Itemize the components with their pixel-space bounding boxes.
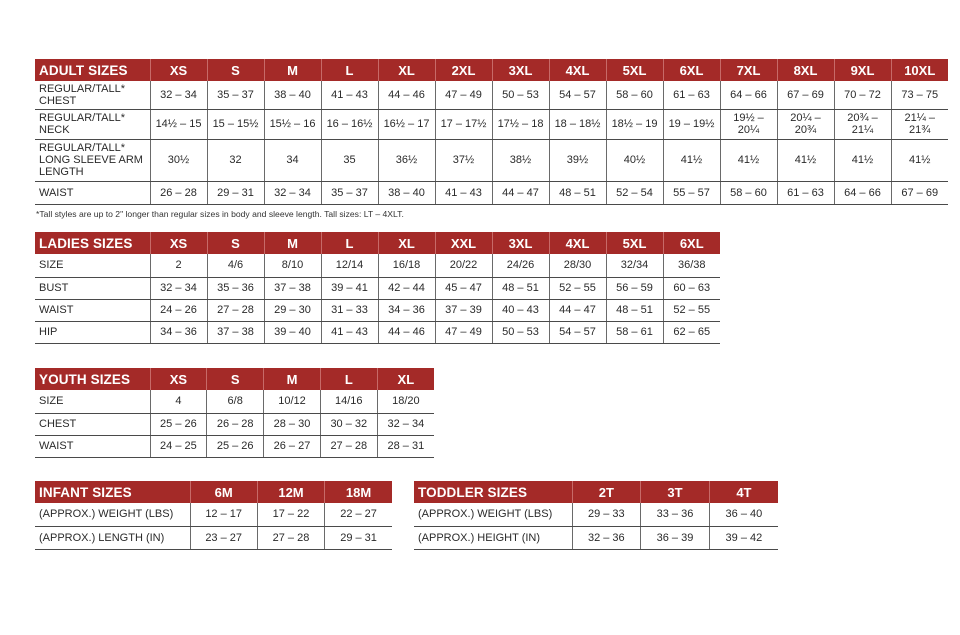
table-header-row [414,481,778,503]
table-header-row [35,481,392,503]
measurement-cell: 67 – 69 [891,181,948,204]
measurement-cell: 20¼ – 20¾ [777,109,834,139]
measurement-cell: 32 – 34 [377,413,434,435]
table-row [35,413,434,435]
measurement-cell: 58 – 61 [606,321,663,343]
measurement-cell: 16/18 [378,254,435,277]
row-label: WAIST [35,435,150,457]
measurement-cell: 62 – 65 [663,321,720,343]
size-header-9xl: 9XL [834,59,891,81]
row-label: HIP [35,321,150,343]
row-label: BUST [35,277,150,299]
measurement-cell: 15 – 15½ [207,109,264,139]
measurement-cell: 27 – 28 [257,526,324,549]
measurement-cell: 52 – 54 [606,181,663,204]
size-header-2xl: 2XL [435,59,492,81]
table-row [35,321,720,343]
table-row [35,277,720,299]
row-label: REGULAR/TALL* NECK [35,109,150,139]
measurement-cell: 25 – 26 [150,413,207,435]
measurement-cell: 52 – 55 [663,299,720,321]
measurement-cell: 44 – 46 [378,81,435,109]
size-header-4xl: 4XL [549,232,606,254]
measurement-cell: 41½ [720,139,777,181]
measurement-cell: 34 [264,139,321,181]
measurement-cell: 20¾ – 21¼ [834,109,891,139]
measurement-cell: 35 – 37 [321,181,378,204]
measurement-cell: 38½ [492,139,549,181]
size-header-12m: 12M [257,481,324,503]
measurement-cell: 67 – 69 [777,81,834,109]
measurement-cell: 26 – 28 [150,181,207,204]
measurement-cell: 27 – 28 [207,299,264,321]
measurement-cell: 24/26 [492,254,549,277]
measurement-cell: 64 – 66 [834,181,891,204]
size-header-l: L [321,59,378,81]
row-label: WAIST [35,181,150,204]
measurement-cell: 47 – 49 [435,321,492,343]
measurement-cell: 38 – 40 [264,81,321,109]
measurement-cell: 56 – 59 [606,277,663,299]
size-header-m: M [264,368,321,390]
ladies-sizes-table [35,232,720,344]
measurement-cell: 44 – 47 [492,181,549,204]
measurement-cell: 24 – 25 [150,435,207,457]
measurement-cell: 28/30 [549,254,606,277]
measurement-cell: 18 – 18½ [549,109,606,139]
ladies-sizes-title: LADIES SIZES [35,232,150,254]
measurement-cell: 17½ – 18 [492,109,549,139]
table-header-row [35,232,720,254]
table-row [35,81,948,109]
measurement-cell: 28 – 30 [264,413,321,435]
size-header-s: S [207,232,264,254]
measurement-cell: 40 – 43 [492,299,549,321]
measurement-cell: 28 – 31 [377,435,434,457]
measurement-cell: 41½ [777,139,834,181]
size-header-3t: 3T [641,481,710,503]
measurement-cell: 45 – 47 [435,277,492,299]
measurement-cell: 73 – 75 [891,81,948,109]
row-label: CHEST [35,413,150,435]
measurement-cell: 32/34 [606,254,663,277]
size-header-2t: 2T [572,481,641,503]
measurement-cell: 36 – 40 [709,503,778,526]
tall-sizes-footnote: *Tall styles are up to 2" longer than regular sizes in body and sleeve length. Tall sizes: LT – 4XLT. [36,209,404,219]
measurement-cell: 29 – 31 [207,181,264,204]
size-header-xxl: XXL [435,232,492,254]
table-row [35,254,720,277]
measurement-cell: 64 – 66 [720,81,777,109]
size-header-xl: XL [377,368,434,390]
measurement-cell: 26 – 28 [207,413,264,435]
measurement-cell: 12/14 [321,254,378,277]
measurement-cell: 37 – 38 [264,277,321,299]
table-row [35,390,434,413]
measurement-cell: 12 – 17 [190,503,257,526]
measurement-cell: 41½ [834,139,891,181]
measurement-cell: 37½ [435,139,492,181]
measurement-cell: 35 [321,139,378,181]
size-header-l: L [321,232,378,254]
measurement-cell: 32 – 34 [264,181,321,204]
size-header-4t: 4T [709,481,778,503]
measurement-cell: 41 – 43 [321,81,378,109]
measurement-cell: 60 – 63 [663,277,720,299]
size-header-6m: 6M [190,481,257,503]
measurement-cell: 26 – 27 [264,435,321,457]
measurement-cell: 41½ [891,139,948,181]
measurement-cell: 30½ [150,139,207,181]
measurement-cell: 24 – 26 [150,299,207,321]
table-row [35,139,948,181]
measurement-cell: 44 – 46 [378,321,435,343]
measurement-cell: 27 – 28 [320,435,377,457]
measurement-cell: 15½ – 16 [264,109,321,139]
measurement-cell: 23 – 27 [190,526,257,549]
measurement-cell: 25 – 26 [207,435,264,457]
measurement-cell: 19½ – 20¼ [720,109,777,139]
measurement-cell: 58 – 60 [606,81,663,109]
table-row [35,526,392,549]
measurement-cell: 38 – 40 [378,181,435,204]
measurement-cell: 4/6 [207,254,264,277]
measurement-cell: 16 – 16½ [321,109,378,139]
size-header-s: S [207,59,264,81]
row-label: REGULAR/TALL* CHEST [35,81,150,109]
measurement-cell: 36/38 [663,254,720,277]
measurement-cell: 18½ – 19 [606,109,663,139]
measurement-cell: 20/22 [435,254,492,277]
measurement-cell: 34 – 36 [378,299,435,321]
measurement-cell: 4 [150,390,207,413]
measurement-cell: 61 – 63 [663,81,720,109]
measurement-cell: 41½ [663,139,720,181]
size-header-5xl: 5XL [606,232,663,254]
table-row [35,109,948,139]
measurement-cell: 55 – 57 [663,181,720,204]
measurement-cell: 48 – 51 [492,277,549,299]
measurement-cell: 16½ – 17 [378,109,435,139]
size-header-6xl: 6XL [663,59,720,81]
infant-sizes-title: INFANT SIZES [35,481,190,503]
measurement-cell: 30 – 32 [320,413,377,435]
measurement-cell: 52 – 55 [549,277,606,299]
size-header-18m: 18M [325,481,392,503]
measurement-cell: 17 – 17½ [435,109,492,139]
table-row [35,435,434,457]
measurement-cell: 29 – 31 [325,526,392,549]
measurement-cell: 32 – 36 [572,526,641,549]
measurement-cell: 50 – 53 [492,321,549,343]
measurement-cell: 35 – 36 [207,277,264,299]
measurement-cell: 48 – 51 [606,299,663,321]
measurement-cell: 21¼ – 21¾ [891,109,948,139]
measurement-cell: 41 – 43 [435,181,492,204]
measurement-cell: 18/20 [377,390,434,413]
size-header-s: S [207,368,264,390]
size-header-l: L [320,368,377,390]
measurement-cell: 19 – 19½ [663,109,720,139]
measurement-cell: 31 – 33 [321,299,378,321]
measurement-cell: 22 – 27 [325,503,392,526]
measurement-cell: 42 – 44 [378,277,435,299]
measurement-cell: 10/12 [264,390,321,413]
size-header-8xl: 8XL [777,59,834,81]
measurement-cell: 47 – 49 [435,81,492,109]
measurement-cell: 35 – 37 [207,81,264,109]
size-header-m: M [264,232,321,254]
adult-sizes-title: ADULT SIZES [35,59,150,81]
size-header-xl: XL [378,59,435,81]
row-label: (APPROX.) WEIGHT (LBS) [414,503,572,526]
measurement-cell: 34 – 36 [150,321,207,343]
measurement-cell: 61 – 63 [777,181,834,204]
table-row [35,181,948,204]
measurement-cell: 39½ [549,139,606,181]
size-header-3xl: 3XL [492,232,549,254]
row-label: WAIST [35,299,150,321]
size-header-10xl: 10XL [891,59,948,81]
infant-sizes-table [35,481,392,550]
size-header-xs: XS [150,232,207,254]
measurement-cell: 39 – 40 [264,321,321,343]
measurement-cell: 36½ [378,139,435,181]
measurement-cell: 50 – 53 [492,81,549,109]
measurement-cell: 6/8 [207,390,264,413]
row-label: REGULAR/TALL* LONG SLEEVE ARM LENGTH [35,139,150,181]
measurement-cell: 33 – 36 [641,503,710,526]
adult-sizes-table [35,59,948,205]
measurement-cell: 32 – 34 [150,277,207,299]
toddler-sizes-title: TODDLER SIZES [414,481,572,503]
measurement-cell: 14/16 [320,390,377,413]
toddler-sizes-table [414,481,778,550]
measurement-cell: 17 – 22 [257,503,324,526]
youth-sizes-title: YOUTH SIZES [35,368,150,390]
measurement-cell: 32 [207,139,264,181]
size-header-m: M [264,59,321,81]
measurement-cell: 36 – 39 [641,526,710,549]
row-label: (APPROX.) LENGTH (IN) [35,526,190,549]
table-row [414,526,778,549]
table-header-row [35,368,434,390]
measurement-cell: 29 – 33 [572,503,641,526]
measurement-cell: 41 – 43 [321,321,378,343]
measurement-cell: 40½ [606,139,663,181]
measurement-cell: 39 – 41 [321,277,378,299]
measurement-cell: 48 – 51 [549,181,606,204]
measurement-cell: 37 – 38 [207,321,264,343]
measurement-cell: 32 – 34 [150,81,207,109]
size-header-xs: XS [150,368,207,390]
table-row [35,503,392,526]
measurement-cell: 39 – 42 [709,526,778,549]
measurement-cell: 37 – 39 [435,299,492,321]
size-header-7xl: 7XL [720,59,777,81]
measurement-cell: 8/10 [264,254,321,277]
table-row [414,503,778,526]
measurement-cell: 54 – 57 [549,81,606,109]
measurement-cell: 70 – 72 [834,81,891,109]
measurement-cell: 14½ – 15 [150,109,207,139]
row-label: SIZE [35,390,150,413]
table-header-row [35,59,948,81]
size-header-6xl: 6XL [663,232,720,254]
size-header-3xl: 3XL [492,59,549,81]
measurement-cell: 2 [150,254,207,277]
measurement-cell: 58 – 60 [720,181,777,204]
size-header-5xl: 5XL [606,59,663,81]
youth-sizes-table [35,368,434,458]
size-header-xs: XS [150,59,207,81]
row-label: (APPROX.) WEIGHT (LBS) [35,503,190,526]
measurement-cell: 29 – 30 [264,299,321,321]
measurement-cell: 44 – 47 [549,299,606,321]
size-header-xl: XL [378,232,435,254]
size-header-4xl: 4XL [549,59,606,81]
measurement-cell: 54 – 57 [549,321,606,343]
table-row [35,299,720,321]
row-label: (APPROX.) HEIGHT (IN) [414,526,572,549]
row-label: SIZE [35,254,150,277]
